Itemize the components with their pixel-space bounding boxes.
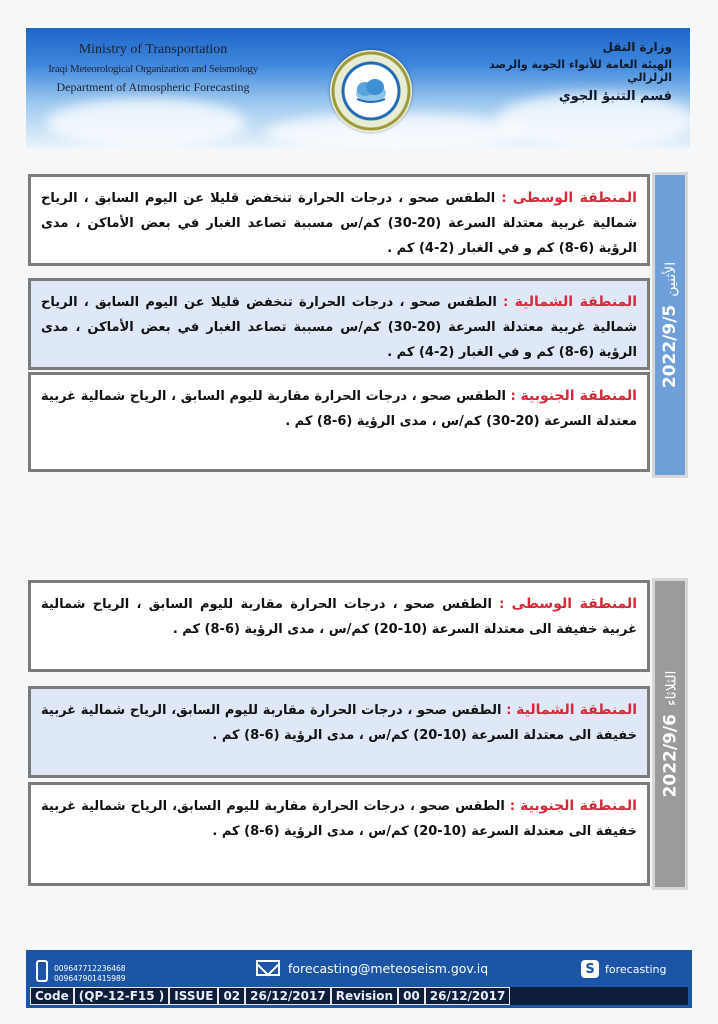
day-tab-day2 — [652, 578, 688, 890]
phone-numbers — [54, 964, 126, 984]
region-forecast-central-day2: المنطقة الوسطى : الطقس صحو ، درجات الحرارة مقاربة لليوم السابق ، الرياح شمالية غربية خفيفة الى معتدلة السرعة (10-20) كم/س ، مدى الرؤية (6-8) كم . — [28, 580, 650, 672]
day-tab-day1 — [652, 172, 688, 478]
cloud-logo-icon — [353, 75, 389, 105]
code-value: (QP-12-F15 ) — [74, 987, 170, 1005]
cloud-decoration — [46, 98, 246, 148]
code-label: Code — [30, 987, 74, 1005]
day-label — [660, 262, 680, 388]
email-contact[interactable] — [256, 960, 488, 976]
footer-bar — [26, 950, 692, 1008]
region-forecast-south-day1: المنطقة الجنوبية : الطقس صحو ، درجات الحرارة مقاربة لليوم السابق ، الرياح شمالية غربية معتدلة السرعة (20-30) كم/س ، مدى الرؤية (6-8) كم . — [28, 372, 650, 472]
issue-label: ISSUE — [169, 987, 218, 1005]
region-text: الطقس صحو ، درجات الحرارة مقاربة لليوم السابق ، الرياح شمالية غربية معتدلة السرعة (20-30) كم/س ، مدى الرؤية (6-8) كم . — [41, 389, 637, 429]
skype-contact[interactable] — [581, 960, 667, 978]
department-name-en: Department of Atmospheric Forecasting — [56, 80, 250, 94]
region-name: المنطقة الجنوبية — [520, 388, 637, 404]
region-name: المنطقة الجنوبية — [520, 798, 637, 814]
day-label — [660, 671, 680, 798]
skype-name[interactable]: forecasting — [605, 962, 667, 976]
day-date: 2022/9/6 — [660, 714, 680, 798]
issue-value: 02 — [218, 987, 245, 1005]
region-text: الطقس صحو ، درجات الحرارة مقاربة لليوم السابق، الرياح شمالية غربية خفيفة الى معتدلة السرعة (10-20) كم/س ، مدى الرؤية (6-8) كم . — [41, 703, 637, 743]
department-name-ar: قسم التنبؤ الجوي — [558, 89, 672, 104]
day-name: الأثنين — [663, 261, 679, 297]
revision-value: 00 — [398, 987, 425, 1005]
region-name: المنطقة الوسطى — [511, 596, 637, 612]
organization-logo — [330, 50, 412, 132]
ministry-name-ar: وزارة النقل — [602, 40, 672, 54]
day-date: 2022/9/5 — [660, 304, 680, 389]
header-english-text — [38, 42, 268, 95]
region-text: الطقس صحو ، درجات الحرارة مقاربة لليوم السابق، الرياح شمالية غربية خفيفة الى معتدلة السرعة (10-20) كم/س ، مدى الرؤية (6-8) كم . — [41, 799, 637, 839]
issue-date: 26/12/2017 — [245, 987, 331, 1005]
phone-icon — [36, 960, 48, 982]
region-text: الطقس صحو ، درجات الحرارة مقاربة لليوم السابق ، الرياح شمالية غربية خفيفة الى معتدلة السرعة (10-20) كم/س ، مدى الرؤية (6-8) كم . — [41, 597, 637, 637]
organization-name-en: Iraqi Meteorological Organization and Seismology — [48, 63, 258, 75]
phone-number: 009647712236468 — [54, 964, 126, 973]
revision-date: 26/12/2017 — [425, 987, 511, 1005]
region-name: المنطقة الشمالية — [514, 294, 637, 310]
ministry-name-en: Ministry of Transportation — [78, 42, 228, 57]
mail-icon — [256, 960, 280, 976]
region-forecast-north-day2: المنطقة الشمالية : الطقس صحو ، درجات الحرارة مقاربة لليوم السابق، الرياح شمالية غربية خفيفة الى معتدلة السرعة (10-20) كم/س ، مدى الرؤية (6-8) كم . — [28, 686, 650, 778]
region-forecast-north-day1: المنطقة الشمالية : الطقس صحو ، درجات الحرارة تنخفض قليلا عن اليوم السابق ، الرياح شمالية غربية معتدلة السرعة (20-30) كم/س مسببة تصاعد الغبار في بعض الأماكن ، مدى الرؤية (6-8) كم و في الغبار (2-4) كم . — [28, 278, 650, 370]
header-arabic-text — [442, 40, 672, 104]
region-forecast-central-day1: المنطقة الوسطى : الطقس صحو ، درجات الحرارة تنخفض قليلا عن اليوم السابق ، الرياح شمالية غربية معتدلة السرعة (20-30) كم/س مسببة تصاعد الغبار في بعض الأماكن ، مدى الرؤية (6-8) كم و في الغبار (2-4) كم . — [28, 174, 650, 266]
day-name: الثلاثاء — [663, 670, 679, 707]
region-text: الطقس صحو ، درجات الحرارة تنخفض قليلا عن اليوم السابق ، الرياح شمالية غربية معتدلة السرعة (20-30) كم/س مسببة تصاعد الغبار في بعض الأماكن ، مدى الرؤية (6-8) كم و في الغبار (2-4) كم . — [41, 191, 637, 256]
region-forecast-south-day2: المنطقة الجنوبية : الطقس صحو ، درجات الحرارة مقاربة لليوم السابق، الرياح شمالية غربية خفيفة الى معتدلة السرعة (10-20) كم/س ، مدى الرؤية (6-8) كم . — [28, 782, 650, 886]
phone-number: 009647901415989 — [54, 974, 126, 983]
skype-icon: S — [581, 960, 599, 978]
revision-label: Revision — [331, 987, 398, 1005]
document-code-bar — [30, 987, 688, 1005]
email-address[interactable]: forecasting@meteoseism.gov.iq — [288, 960, 489, 976]
organization-name-ar: الهيئة العامة للأنواء الجوية والرصد الزلزالي — [489, 58, 672, 84]
region-text: الطقس صحو ، درجات الحرارة تنخفض قليلا عن اليوم السابق ، الرياح شمالية غربية معتدلة السرعة (20-30) كم/س مسببة تصاعد الغبار في بعض الأماكن ، مدى الرؤية (6-8) كم و في الغبار (2-4) كم . — [41, 295, 637, 360]
region-name: المنطقة الشمالية — [516, 702, 638, 718]
region-name: المنطقة الوسطى — [512, 190, 637, 206]
header-banner — [26, 28, 690, 148]
